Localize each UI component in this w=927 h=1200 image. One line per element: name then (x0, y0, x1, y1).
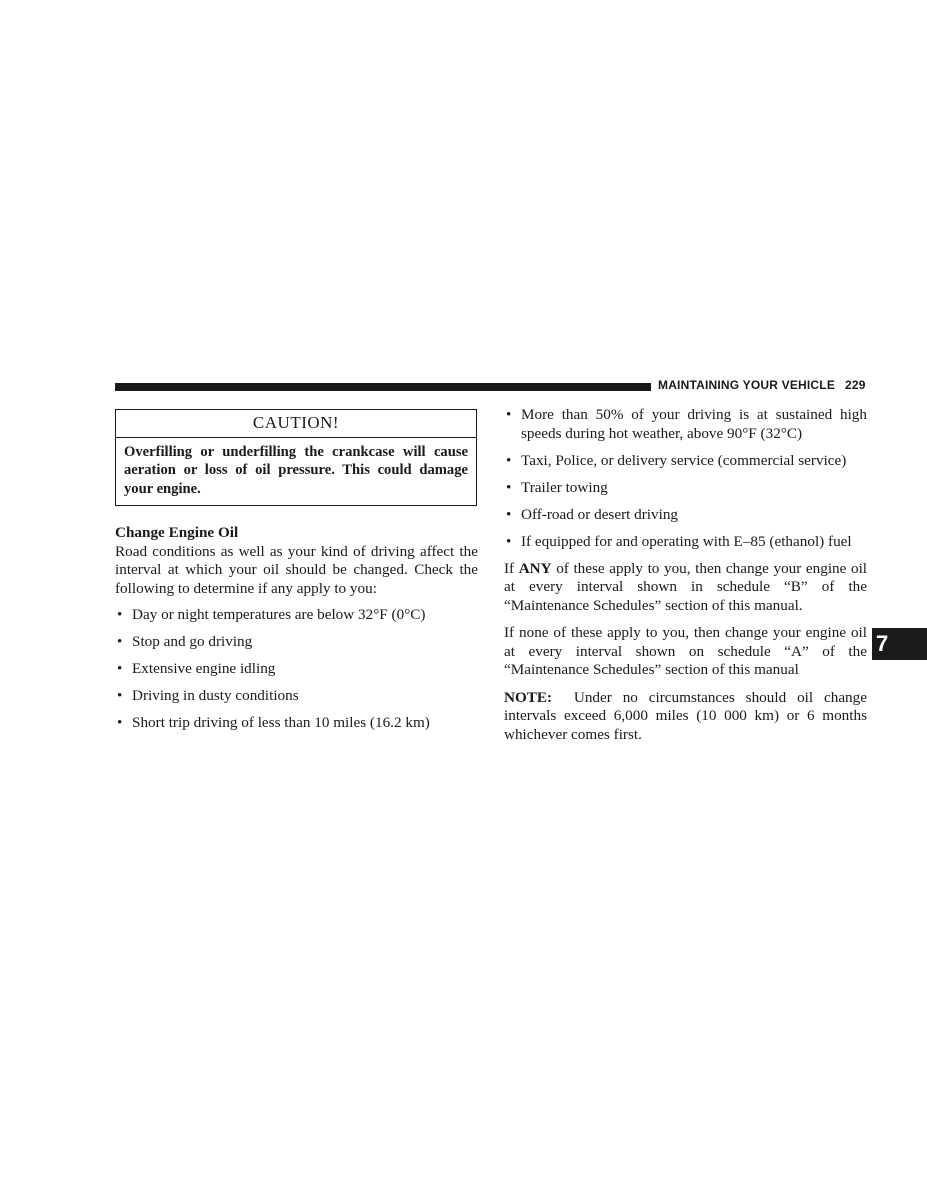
list-item: • Off-road or desert driving (506, 505, 679, 523)
left-column (115, 409, 478, 741)
any-emphasis: ANY (518, 559, 552, 577)
none-apply-paragraph: If none of these apply to you, then change your engine oil at every interval shown on schedule “A” of the “Maintenance Schedules” section of this manual (504, 624, 867, 678)
list-item: • Short trip driving of less than 10 miles (16.2 km) (117, 714, 430, 731)
chapter-tab: 7 (872, 628, 927, 660)
bullet-icon: • (117, 633, 123, 650)
bullet-icon: • (506, 406, 512, 423)
note-paragraph (504, 688, 871, 745)
header-rule (115, 383, 651, 391)
list-item: • Driving in dusty conditions (117, 687, 299, 704)
bullet-icon: • (506, 532, 512, 550)
bullet-icon: • (117, 714, 123, 731)
page-number: 229 (845, 378, 866, 392)
note-label: NOTE: (504, 688, 553, 706)
right-column (504, 406, 871, 753)
list-item: • Day or night temperatures are below 32°F (0°C) (117, 606, 426, 623)
list-item: • Stop and go driving (117, 633, 253, 650)
bullet-icon: • (506, 451, 512, 469)
running-header (658, 378, 868, 392)
intro-paragraph: Road conditions as well as your kind of driving affect the interval at which your oil should be changed. Check the following to determine if any apply to you: (115, 542, 478, 597)
bullet-icon: • (506, 478, 512, 496)
list-item: • Extensive engine idling (117, 660, 276, 677)
list-item: • More than 50% of your driving is at sustained high speeds during hot weather, above 90°F (32°C) (506, 406, 867, 442)
caution-title: CAUTION! (116, 410, 476, 438)
bullet-icon: • (117, 660, 123, 677)
list-item: • Trailer towing (506, 478, 608, 496)
bullet-icon: • (117, 687, 123, 704)
list-item: • If equipped for and operating with E–85 (ethanol) fuel (506, 532, 852, 550)
bullet-icon: • (117, 606, 123, 623)
caution-box (115, 409, 477, 506)
section-title: MAINTAINING YOUR VEHICLE (658, 378, 836, 392)
bullet-icon: • (506, 505, 512, 523)
left-bullet-list (115, 606, 478, 733)
list-item: • Taxi, Police, or delivery service (commercial service) (506, 451, 847, 469)
caution-body: Overfilling or underfilling the crankcase will cause aeration or loss of oil pressure. This could damage your engine. (124, 443, 468, 497)
section-heading: Change Engine Oil (115, 524, 239, 541)
right-bullet-list (504, 406, 867, 551)
any-apply-paragraph: If ANY of these apply to you, then change your engine oil at every interval shown in schedule “B” of the “Maintenance Schedules” section of this manual. (504, 559, 868, 614)
note-text: Under no circumstances should oil change intervals exceed 6,000 miles (10 000 km) or 6 months whichever comes first. (504, 688, 871, 743)
